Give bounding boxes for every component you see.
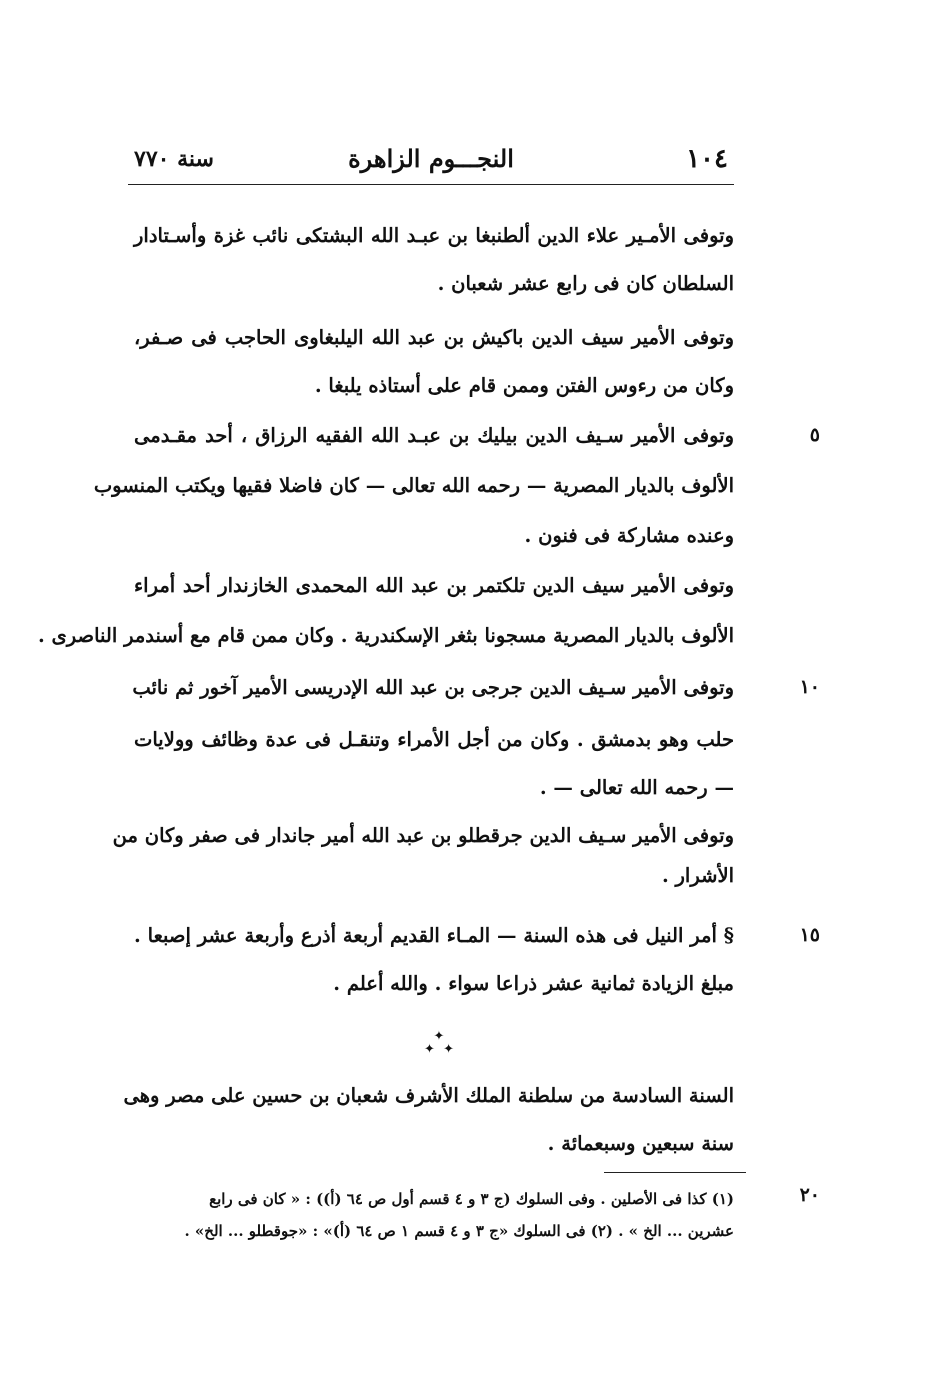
body-line: وتوفى الأمير سيف الدين تلكتمر بن عبد الله المحمدى الخازندار أحد أمراء: [134, 574, 734, 597]
body-line: الألوف بالديار المصرية مسجونا بثغر الإسكندرية . وكان ممن قام مع أسندمر الناصرى .: [37, 624, 734, 647]
margin-line-number: ٥: [809, 424, 820, 446]
body-line: وتوفى الأمـير علاء الدين ألطنبغا بن عبـد الله البشتكى نائب غزة وأسـتادار: [134, 224, 734, 247]
body-line: حلب وهو بدمشق . وكان من أجل الأمراء وتنقـل فى عدة وظائف وولايات: [134, 728, 734, 751]
body-line: مبلغ الزيادة ثمانية عشر ذراعا سواء . والله أعلم .: [333, 972, 734, 995]
body-line: الأشرار .: [661, 864, 734, 887]
margin-line-number: ١٠: [799, 676, 820, 698]
body-line: وتوفى الأمير سـيف الدين بيليك بن عبـد الله الفقيه الرزاق ، أحد مقـدمى: [134, 424, 734, 447]
body-line: — رحمه الله تعالى — .: [539, 776, 734, 799]
margin-line-number: ٢٠: [799, 1184, 820, 1206]
section-ornament: ✦ ✦ ✦: [423, 1029, 455, 1057]
body-line: الألوف بالديار المصرية — رحمه الله تعالى — كان فاضلا فقيها ويكتب المنسوب: [93, 474, 734, 497]
body-line: وتوفى الأمير سيف الدين باكيش بن عبد الله اليلبغاوى الحاجب فى صـفر،: [134, 326, 734, 349]
footnote-line: (١) كذا فى الأصلين . وفى السلوك (ج ٣ و ٤ قسم أول ص ٦٤ (أ)) : « كان فى رابع: [209, 1190, 734, 1208]
body-line: وعنده مشاركة فى فنون .: [524, 524, 734, 547]
footnote-line: عشرين ... الخ » . (٢) فى السلوك «ج ٣ و ٤ قسم ١ ص ٦٤ (أ)» : «جوقطلو ... الخ» .: [184, 1222, 734, 1240]
page-number: ١٠٤: [686, 144, 728, 174]
body-line: وكان من رءوس الفتن وممن قام على أستاذه يلبغا .: [314, 374, 734, 397]
header-rule: [128, 184, 734, 185]
body-line: وتوفى الأمير سـيف الدين جرقطلو بن عبد الله أمير جاندار فى صفر وكان من: [112, 824, 734, 847]
body-line: السلطان كان فى رابع عشر شعبان .: [437, 272, 734, 295]
year-label: سنة ٧٧٠: [134, 146, 214, 172]
section-heading-line: سنة سبعين وسبعمائة .: [547, 1132, 734, 1155]
body-line: وتوفى الأمير سـيف الدين جرجى بن عبد الله الإدريسى الأمير آخور ثم نائب: [132, 676, 734, 699]
page-header: [128, 140, 734, 180]
section-heading-line: السنة السادسة من سلطنة الملك الأشرف شعبان بن حسين على مصر وهى: [123, 1084, 734, 1107]
footnote-rule: [604, 1172, 746, 1173]
margin-line-number: ١٥: [799, 924, 820, 946]
running-title: النجـــوم الزاهرة: [348, 144, 514, 173]
body-line: § أمر النيل فى هذه السنة — المـاء القديم أربعة أذرع وأربعة عشر إصبعا .: [134, 924, 734, 947]
